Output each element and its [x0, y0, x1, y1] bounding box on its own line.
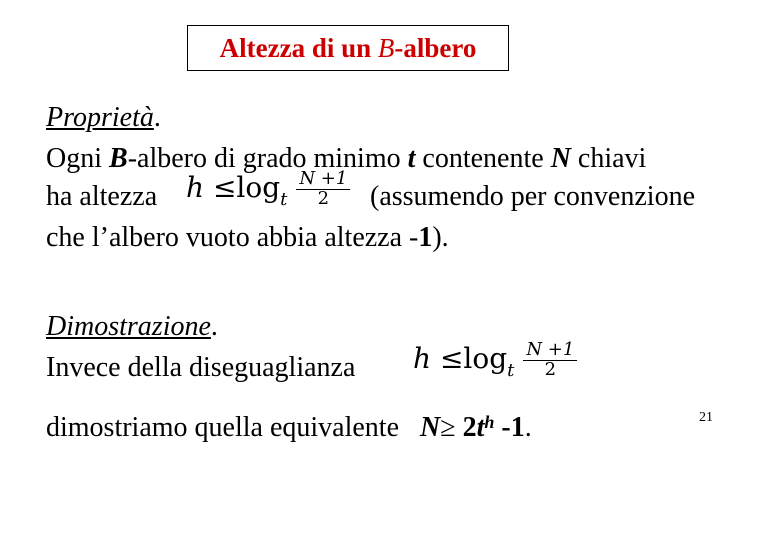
- text: dimostriamo quella equivalente: [46, 412, 400, 443]
- text: (assumendo per convenzione: [370, 181, 695, 212]
- text: -albero di grado minimo: [127, 143, 408, 174]
- property-line-3: [46, 224, 449, 252]
- slide-title: [187, 25, 509, 71]
- var-n: N: [550, 143, 571, 174]
- text: ).: [432, 222, 449, 253]
- formula-den: 2: [544, 358, 557, 380]
- proof-line-1: [46, 354, 355, 382]
- formula-num: N +1: [296, 170, 350, 190]
- var-t: t: [476, 412, 485, 443]
- formula-rel: ≤: [439, 341, 464, 375]
- formula-2: [413, 341, 577, 380]
- geq-symbol: ≥: [440, 412, 456, 443]
- formula-fn: log: [463, 341, 508, 375]
- property-line-2b: [370, 183, 695, 211]
- title-suffix: -albero: [394, 32, 477, 63]
- text: che l’albero vuoto abbia altezza -: [46, 222, 419, 253]
- text: Ogni: [46, 143, 109, 174]
- proof-heading-punct: .: [210, 311, 218, 342]
- exp-h: h: [484, 412, 495, 432]
- property-heading-punct: .: [153, 102, 161, 133]
- text: Invece della diseguaglianza: [46, 352, 356, 383]
- proof-line-2: [46, 413, 532, 442]
- formula-base: t: [507, 359, 515, 381]
- value-two: 2: [455, 412, 477, 443]
- text: .: [524, 412, 532, 443]
- text: chiavi: [570, 143, 647, 174]
- var-t: t: [407, 143, 416, 174]
- text: contenente: [415, 143, 551, 174]
- property-heading: Proprietà: [46, 102, 154, 133]
- var-b: B: [109, 143, 128, 174]
- formula-fraction: [296, 170, 350, 209]
- formula-base: t: [280, 188, 288, 210]
- title-prefix: Altezza di un: [219, 32, 372, 63]
- formula-fraction: [523, 341, 577, 380]
- formula-lhs: h: [413, 341, 432, 375]
- formula-den: 2: [317, 187, 330, 209]
- value-minus-one: -1: [494, 412, 525, 443]
- var-n: N: [420, 412, 441, 443]
- text: ha altezza: [46, 181, 158, 212]
- formula-num: N +1: [523, 341, 577, 361]
- proof-heading: Dimostrazione: [46, 311, 211, 342]
- formula-1: [186, 170, 350, 209]
- value-one: 1: [418, 222, 433, 253]
- proof-heading-line: [46, 313, 218, 341]
- formula-rel: ≤: [212, 170, 237, 204]
- page-number: 21: [699, 410, 713, 425]
- property-heading-line: [46, 104, 161, 132]
- formula-lhs: h: [186, 170, 205, 204]
- formula-fn: log: [236, 170, 281, 204]
- property-line-2a: [46, 183, 157, 211]
- title-var: B: [377, 32, 395, 63]
